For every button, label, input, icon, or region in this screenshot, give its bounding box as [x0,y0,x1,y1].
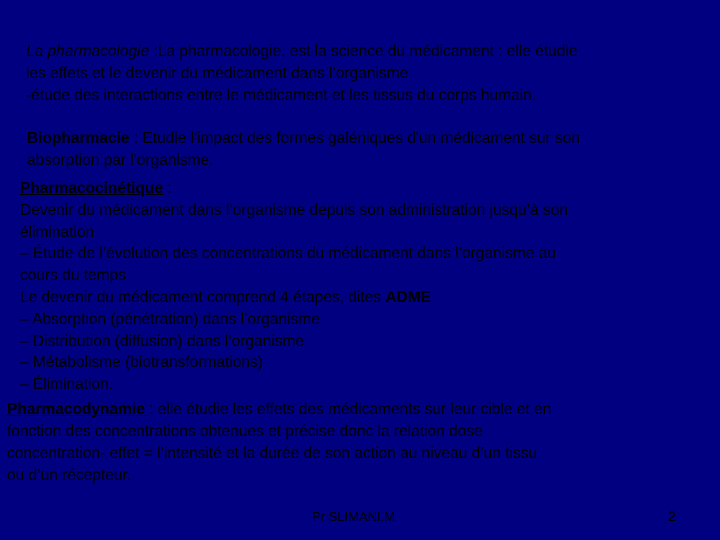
adme-prefix: Le devenir du médicament comprend 4 étapes, dites [20,288,386,306]
pharmacocinetique-definition [20,178,568,396]
biopharmacie-line-2: absorption par l'organisme. [27,152,214,169]
biopharmacie-line-1 [27,128,580,150]
pharmacologie-line-2: les effets et le devenir du médicament dans l’organisme [26,65,409,82]
footer-author: Pr SLIMANI.M [312,509,396,524]
pharmacodynamie-line-1-text: : elle étudie les effets des médicaments sur leur cible et en [149,401,552,418]
adme-step-absorption: – Absorption (pénétration) dans l’organisme [20,310,320,328]
pharmacodynamie-term: Pharmacodynamie [7,401,150,418]
page-number: 2 [668,508,676,524]
biopharmacie-term: Biopharmacie [27,130,130,147]
pharmacologie-line-1-text: La pharmacologie, est la science du médicament : elle étudie [157,43,578,60]
pharmacologie-term: La pharmacologie [26,43,150,60]
pharmacologie-definition [26,41,577,107]
biopharmacie-definition [27,128,580,172]
pharmacologie-separator: : [149,43,158,60]
pharmacocinetique-colon: : [163,180,172,197]
adme-step-elimination: – Élimination. [20,376,114,394]
pharmacocinetique-line-2: élimination [20,223,95,241]
adme-step-metabolisme: – Métabolisme (biotransformations) [20,354,263,372]
pharmacocinetique-line-4: cours du temps [20,267,126,285]
pharmacologie-line-1 [26,41,577,63]
pharmacodynamie-definition [7,399,551,487]
pharmacodynamie-line-4: ou d’un récepteur. [7,467,132,484]
biopharmacie-line-1-text: : Etudie l'impact des formes galéniques d'un médicament sur son [129,130,580,147]
pharmacodynamie-line-2: fonction des concentrations obtenues et précise donc la relation dose [7,423,483,440]
adme-step-distribution: – Distribution (diffusion) dans l’organisme [20,332,305,350]
adme-line [20,287,568,309]
pharmacocinetique-line-3: – Étude de l’évolution des concentrations du médicament dans l’organisme au [20,245,556,263]
pharmacocinetique-line-1: Devenir du médicament dans l’organisme depuis son administration jusqu’à son [20,201,568,219]
adme-acronym: ADME [385,288,431,306]
pharmacologie-line-3: -étude des interactions entre le médicament et les tissus du corps humain. [26,87,537,104]
pharmacodynamie-line-1 [7,399,551,421]
pharmacodynamie-line-3: concentration- effet = l’intensité et la durée de son action au niveau d’un tissu [7,445,538,462]
pharmacocinetique-heading [20,178,568,200]
pharmacocinetique-term: Pharmacocinétique [20,180,163,197]
